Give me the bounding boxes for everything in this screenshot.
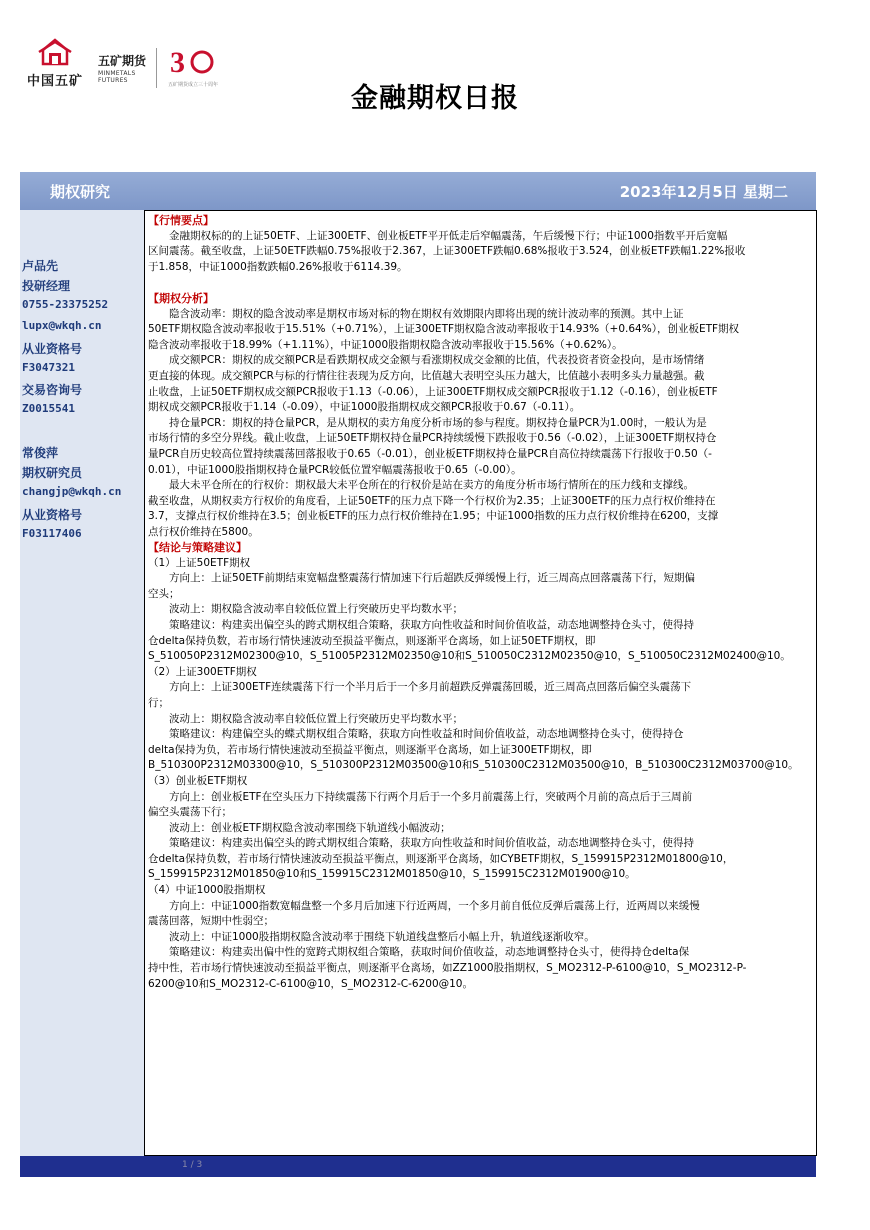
text-line: S_510050P2312M02300@10，S_51005P2312M02350@10和S_510050C2312M02350@10，S_510050C2312M02400@10。: [148, 650, 791, 663]
consult-label: 交易咨询号: [22, 383, 83, 397]
text-line: 成交额PCR：期权的成交额PCR是看跌期权成交金额与看涨期权成交金额的比值，代表投资者资金投向，是市场情绪: [148, 354, 705, 367]
header-band: [20, 172, 816, 210]
text-line: 6200@10和S_MO2312-C-6100@10，S_MO2312-C-6200@10。: [148, 977, 473, 990]
text-line: 波动上：期权隐含波动率自较低位置上行突破历史平均数水平；: [148, 712, 463, 725]
text-line: 金融期权标的的上证50ETF、上证300ETF、创业板ETF平开低走后窄幅震荡，午后缓慢下行；中证1000指数平开后宽幅: [148, 229, 728, 242]
analyst-role: 期权研究员: [22, 466, 83, 480]
text-line: 波动上：创业板ETF期权隐含波动率围绕下轨道线小幅波动；: [148, 821, 451, 834]
text-line: 止收盘，上证50ETF期权成交额PCR报收于1.13（-0.06），上证300ETF期权成交额PCR报收于1.12（-0.16），创业板ETF: [148, 385, 718, 398]
market-section: [148, 213, 814, 275]
text-line: 截至收盘，从期权卖方行权价的角度看，上证50ETF的压力点下降一个行权价为2.35；上证300ETF的压力点行权价维持在: [148, 494, 716, 507]
text-line: 策略建议：构建偏空头的蝶式期权组合策略，获取方向性收益和时间价值收益，动态地调整持仓头寸，使得持仓: [148, 728, 684, 741]
analyst-name: 常俊萍: [22, 446, 59, 460]
analyst-phone: 0755-23375252: [22, 298, 109, 311]
text-line: （1）上证50ETF期权: [148, 556, 251, 569]
text-line: 偏空头震荡下行；: [148, 806, 232, 819]
company-en: MINMETALS FUTURES: [98, 70, 136, 84]
text-line: 隐含波动率：期权的隐含波动率是期权市场对标的物在期权有效期限内即将出现的统计波动率的预测。其中上证: [148, 307, 684, 320]
text-line: 波动上：中证1000股指期权隐含波动率于围绕下轨道线盘整后小幅上升，轨道线逐渐收窄。: [148, 930, 595, 943]
text-line: 方向上：中证1000指数宽幅盘整一个多月后加速下行近两周，一个多月前自低位反弹后震荡上行，近两周以来缓慢: [148, 899, 700, 912]
text-line: 50ETF期权隐含波动率报收于15.51%（+0.71%），上证300ETF期权隐含波动率报收于14.93%（+0.64%），创业板ETF期权: [148, 323, 740, 336]
section-heading: 【结论与策略建议】: [148, 541, 247, 554]
analyst-name: 卢品先: [22, 259, 59, 273]
analyst-role: 投研经理: [22, 279, 71, 293]
consult-number: Z0015541: [22, 402, 75, 415]
text-line: 仓delta保持负数，若市场行情快速波动至损益平衡点，则逐渐平仓离场，如CYBETF期权，S_159915P2312M01800@10，: [148, 852, 734, 865]
svg-text:五矿期货成立三十周年: 五矿期货成立三十周年: [168, 82, 219, 88]
report-body: [144, 210, 817, 1156]
analyst-email[interactable]: lupx@wkqh.cn: [22, 319, 102, 332]
text-line: 点行权价维持在5800。: [148, 525, 259, 538]
text-line: delta保持为负，若市场行情快速波动至损益平衡点，则逐渐平仓离场，如上证300ETF期权，即: [148, 743, 592, 756]
section-heading: 【行情要点】: [148, 214, 214, 227]
text-line: 行；: [148, 696, 169, 709]
qualification-label: 从业资格号: [22, 508, 83, 522]
report-date: 2023年12月5日 星期二: [619, 183, 788, 201]
text-line: 更直接的体现。成交额PCR与标的行情往往表现为反方向，比值越大表明空头压力越大，比值越小表明多头力量越强。截: [148, 369, 705, 382]
report-category: 期权研究: [50, 183, 111, 201]
qualification-number: F03117406: [22, 527, 82, 540]
page-number: 1 / 3: [182, 1160, 203, 1170]
text-line: 市场行情的多空分界线。截止收盘，上证50ETF期权持仓量PCR持续缓慢下跌报收于0.56（-0.02），上证300ETF期权持仓: [148, 432, 717, 445]
footer-band: [20, 1156, 816, 1177]
text-line: 0.01），中证1000股指期权持仓量PCR较低位置窄幅震荡报收于0.65（-0.00）。: [148, 463, 522, 476]
text-line: 于1.858，中证1000指数跌幅0.26%报收于6114.39。: [148, 260, 408, 273]
text-line: 策略建议：构建卖出偏空头的跨式期权组合策略，获取方向性收益和时间价值收益，动态地调整持仓头寸，使得持: [148, 618, 694, 631]
text-line: 区间震荡。截至收盘，上证50ETF跌幅0.75%报收于2.367，上证300ETF跌幅0.68%报收于3.524，创业板ETF跌幅1.22%报收: [148, 245, 746, 258]
text-line: （3）创业板ETF期权: [148, 774, 248, 787]
text-line: S_159915P2312M01850@10和S_159915C2312M01850@10，S_159915C2312M01900@10。: [148, 868, 636, 881]
text-line: 空头；: [148, 587, 180, 600]
analysis-section: [148, 291, 814, 541]
text-line: 方向上：上证300ETF连续震荡下行一个半月后于一个多月前超跌反弹震荡回暖，近三周高点回落后偏空头震荡下: [148, 681, 692, 694]
text-line: 最大未平仓所在的行权价：期权最大未平仓所在的行权价是站在卖方的角度分析市场行情所在的压力线和支撑线。: [148, 479, 694, 492]
text-line: B_510300P2312M03300@10，S_510300P2312M03500@10和S_510300C2312M03500@10，B_510300C2312M03700@10。: [148, 759, 799, 772]
text-line: 波动上：期权隐含波动率自较低位置上行突破历史平均数水平；: [148, 603, 463, 616]
text-line: 持中性，若市场行情快速波动至损益平衡点，则逐渐平仓离场，如ZZ1000股指期权，S_MO2312-P-6100@10，S_MO2312-P-: [148, 962, 747, 975]
text-line: 仓delta保持负数，若市场行情快速波动至损益平衡点，则逐渐平仓离场，如上证50ETF期权，即: [148, 634, 596, 647]
text-line: 策略建议：构建卖出偏空头的跨式期权组合策略，获取方向性收益和时间价值收益，动态地调整持仓头寸，使得持: [148, 837, 694, 850]
section-heading: 【期权分析】: [148, 292, 214, 305]
text-line: （2）上证300ETF期权: [148, 665, 257, 678]
qualification-label: 从业资格号: [22, 342, 83, 356]
analyst-email[interactable]: changjp@wkqh.cn: [22, 485, 122, 498]
qualification-number: F3047321: [22, 361, 75, 374]
company-cn: 五矿期货: [98, 54, 147, 68]
text-line: 量PCR自历史较高位置持续震荡回落报收于0.65（-0.01），创业板ETF期权持仓量PCR自高位持续震荡下行报收于0.50（-: [148, 447, 712, 460]
text-line: 持仓量PCR：期权的持仓量PCR，是从期权的卖方角度分析市场的参与程度。期权持仓量PCR为1.00时，一般认为是: [148, 416, 707, 429]
group-name: 中国五矿: [26, 74, 83, 89]
analyst-sidebar: [20, 210, 144, 1156]
text-line: 方向上：创业板ETF在空头压力下持续震荡下行两个月后于一个多月前震荡上行，突破两个月前的高点后于三周前: [148, 790, 693, 803]
text-line: 策略建议：构建卖出偏中性的宽跨式期权组合策略，获取时间价值收益，动态地调整持仓头寸，使得持仓delta保: [148, 946, 690, 959]
text-line: 隐含波动率报收于18.99%（+1.11%），中证1000股指期权隐含波动率报收于15.56%（+0.62%）。: [148, 338, 623, 351]
svg-text:3: 3: [170, 46, 185, 79]
text-line: 3.7，支撑点行权价维持在3.5；创业板ETF的压力点行权价维持在1.95；中证1000指数的压力点行权价维持在6200，支撑: [148, 510, 719, 523]
text-line: 期权成交额PCR报收于1.14（-0.09），中证1000股指期权成交额PCR报收于0.67（-0.11）。: [148, 401, 581, 414]
text-line: 方向上：上证50ETF前期结束宽幅盘整震荡行情加速下行后超跌反弹缓慢上行，近三周高点回落震荡下行，短期偏: [148, 572, 695, 585]
page-title: 金融期权日报: [351, 83, 519, 114]
strategy-section: [148, 540, 814, 992]
text-line: 震荡回落，短期中性弱空；: [148, 915, 274, 928]
text-line: （4）中证1000股指期权: [148, 884, 266, 897]
minmetals-emblem-icon: [35, 38, 75, 68]
